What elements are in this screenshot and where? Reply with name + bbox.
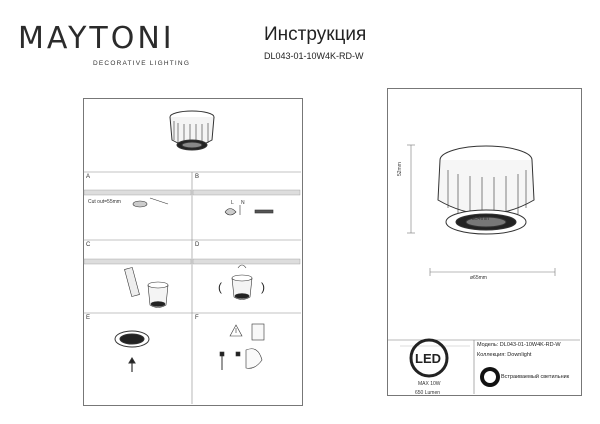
wire-label-n: N	[241, 200, 245, 206]
inner-diameter: ø54mm	[472, 216, 489, 222]
step-a-note: Cut out=55mm	[88, 199, 121, 205]
brand-name: MAYTONI	[18, 21, 175, 56]
paren-right: )	[261, 280, 265, 294]
type-line: Встраиваемый светильник	[501, 374, 570, 380]
step-label-a: A	[86, 174, 91, 180]
height-dimension: 52mm	[397, 162, 403, 176]
page-title: Инструкция	[264, 24, 367, 45]
step-label-b: B	[195, 174, 200, 180]
step-label-f: F	[195, 315, 199, 321]
model-code: DL043-01-10W4K-RD-W	[264, 51, 364, 61]
step-label-c: C	[86, 242, 91, 248]
led-label: LED	[415, 351, 441, 366]
power-spec: MAX 10W	[418, 381, 441, 387]
wire-label-l: L	[231, 200, 234, 206]
lumen-spec: 650 Lumen	[415, 390, 441, 396]
paren-left: (	[218, 280, 222, 294]
collection-line: Коллекция: Downlight	[477, 352, 532, 358]
model-line: Модель: DL043-01-10W4K-RD-W	[477, 342, 561, 348]
outer-diameter: ø65mm	[470, 275, 487, 281]
brand-subtitle: DECORATIVE LIGHTING	[93, 60, 191, 67]
step-label-e: E	[86, 315, 91, 321]
step-label-d: D	[195, 242, 200, 248]
